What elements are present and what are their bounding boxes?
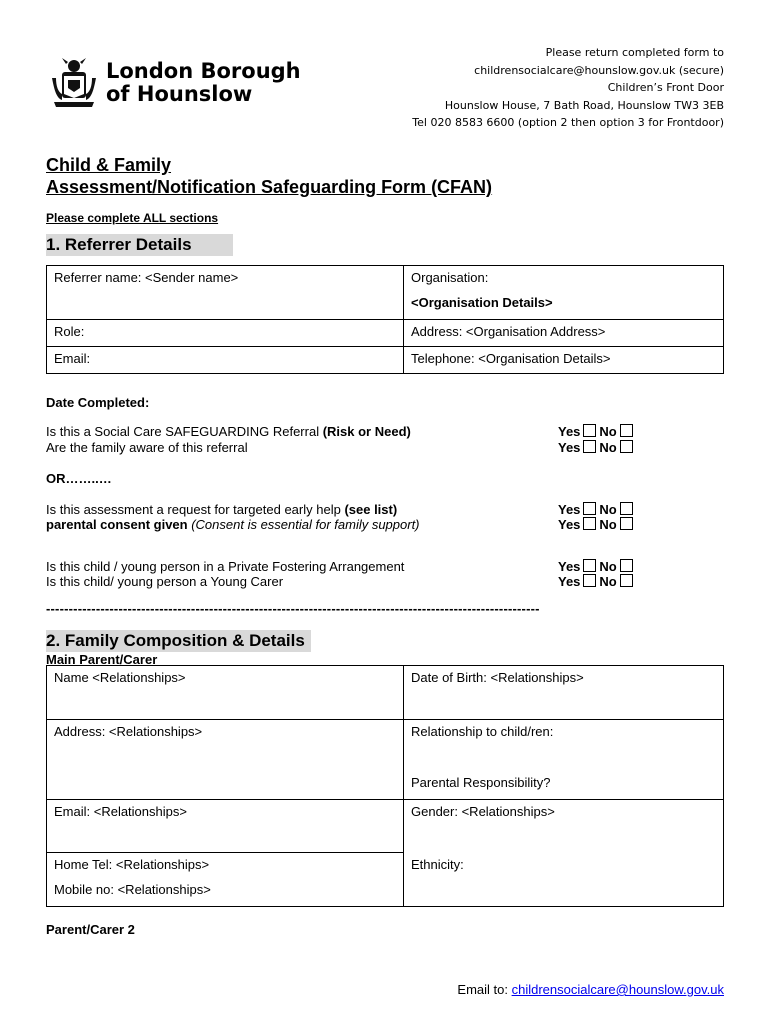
role-field[interactable]: Role: (47, 320, 404, 347)
no-label: No (599, 574, 617, 589)
no-checkbox[interactable] (620, 574, 633, 587)
yes-label: Yes (558, 440, 581, 455)
form-title-line1: Child & Family (46, 155, 172, 175)
return-instructions (412, 44, 724, 132)
parent-name-field[interactable]: Name <Relationships> (47, 666, 404, 720)
question-young-carer: Is this child/ young person a Young Carer (46, 574, 284, 589)
organisation-value: <Organisation Details> (411, 295, 553, 310)
family-details-table (46, 665, 724, 907)
no-checkbox[interactable] (620, 424, 633, 437)
yes-checkbox[interactable] (583, 574, 596, 587)
yes-no-row (558, 502, 636, 518)
yes-checkbox[interactable] (583, 517, 596, 530)
contact-line: Children’s Front Door (607, 81, 724, 95)
question-text: Is this assessment a request for targeted early help (46, 502, 345, 517)
section2-heading: 2. Family Composition & Details (46, 630, 311, 652)
section1-heading: 1. Referrer Details (46, 234, 233, 256)
gender-label: Gender: <Relationships> (411, 804, 555, 819)
relationship-field[interactable] (404, 720, 724, 800)
parental-responsibility-label: Parental Responsibility? (411, 775, 551, 790)
question-family-aware: Are the family aware of this referral (46, 440, 248, 455)
form-title-line2: Assessment/Notification Safeguarding Form (CFAN) (46, 177, 493, 197)
yes-no-row (558, 574, 636, 590)
section-divider: ------------------------------------------------------------------------------------------------------------- (46, 601, 540, 616)
address-field[interactable]: Address: <Organisation Address> (404, 320, 724, 347)
question-private-fostering: Is this child / young person in a Private Fostering Arrangement (46, 559, 405, 574)
footer-label: Email to: (457, 982, 512, 997)
no-checkbox[interactable] (620, 440, 633, 453)
question-note: (Consent is essential for family support) (191, 517, 420, 532)
yes-checkbox[interactable] (583, 559, 596, 572)
no-label: No (599, 559, 617, 574)
yes-label: Yes (558, 559, 581, 574)
yes-checkbox[interactable] (583, 424, 596, 437)
form-subtitle: Please complete ALL sections (46, 211, 219, 225)
no-label: No (599, 502, 617, 517)
question-consent (46, 517, 420, 533)
gender-ethnicity-field[interactable] (404, 800, 724, 907)
yes-checkbox[interactable] (583, 440, 596, 453)
contact-line: childrensocialcare@hounslow.gov.uk (secure) (474, 63, 724, 77)
yes-checkbox[interactable] (583, 502, 596, 515)
question-emphasis: (see list) (344, 502, 398, 517)
relationship-label: Relationship to child/ren: (411, 724, 554, 739)
footer-email-link[interactable]: childrensocialcare@hounslow.gov.uk (511, 982, 724, 997)
no-checkbox[interactable] (620, 559, 633, 572)
yes-label: Yes (558, 424, 581, 439)
date-completed-label: Date Completed: (46, 395, 150, 410)
dob-field[interactable]: Date of Birth: <Relationships> (404, 666, 724, 720)
council-name-line2: of Hounslow (106, 82, 253, 106)
question-safeguarding (46, 424, 411, 440)
email-field[interactable]: Email: (47, 347, 404, 374)
phone-field[interactable] (47, 853, 404, 907)
question-text: Is this a Social Care SAFEGUARDING Referral (46, 424, 323, 439)
question-emphasis: (Risk or Need) (322, 424, 411, 439)
yes-no-row (558, 440, 636, 456)
question-early-help (46, 502, 397, 518)
referrer-details-table (46, 265, 724, 374)
yes-no-row (558, 424, 636, 440)
footer (457, 982, 724, 997)
no-label: No (599, 517, 617, 532)
no-checkbox[interactable] (620, 502, 633, 515)
contact-line: Please return completed form to (545, 46, 724, 59)
home-tel-label: Home Tel: <Relationships> (54, 857, 210, 872)
parent-email-field[interactable]: Email: <Relationships> (47, 800, 404, 853)
ethnicity-label: Ethnicity: (411, 857, 464, 872)
main-parent-label: Main Parent/Carer (46, 652, 158, 667)
organisation-field[interactable] (404, 266, 724, 320)
yes-no-row (558, 517, 636, 533)
parent2-label: Parent/Carer 2 (46, 922, 135, 937)
no-label: No (599, 424, 617, 439)
contact-line: Hounslow House, 7 Bath Road, Hounslow TW3 3EB (444, 98, 724, 112)
form-title (46, 154, 492, 198)
yes-label: Yes (558, 574, 581, 589)
council-name (106, 60, 301, 106)
crest-icon (46, 54, 102, 110)
yes-label: Yes (558, 502, 581, 517)
no-label: No (599, 440, 617, 455)
telephone-field[interactable]: Telephone: <Organisation Details> (404, 347, 724, 374)
question-emphasis: parental consent given (46, 517, 192, 532)
or-separator: OR……..… (46, 471, 112, 486)
referrer-name-field[interactable]: Referrer name: <Sender name> (47, 266, 404, 320)
yes-no-row (558, 559, 636, 575)
yes-label: Yes (558, 517, 581, 532)
contact-line: Tel 020 8583 6600 (option 2 then option 3 for Frontdoor) (412, 116, 724, 130)
council-name-line1: London Borough (106, 59, 301, 83)
organisation-label: Organisation: (411, 270, 489, 285)
no-checkbox[interactable] (620, 517, 633, 530)
mobile-label: Mobile no: <Relationships> (54, 882, 211, 897)
parent-address-field[interactable]: Address: <Relationships> (47, 720, 404, 800)
